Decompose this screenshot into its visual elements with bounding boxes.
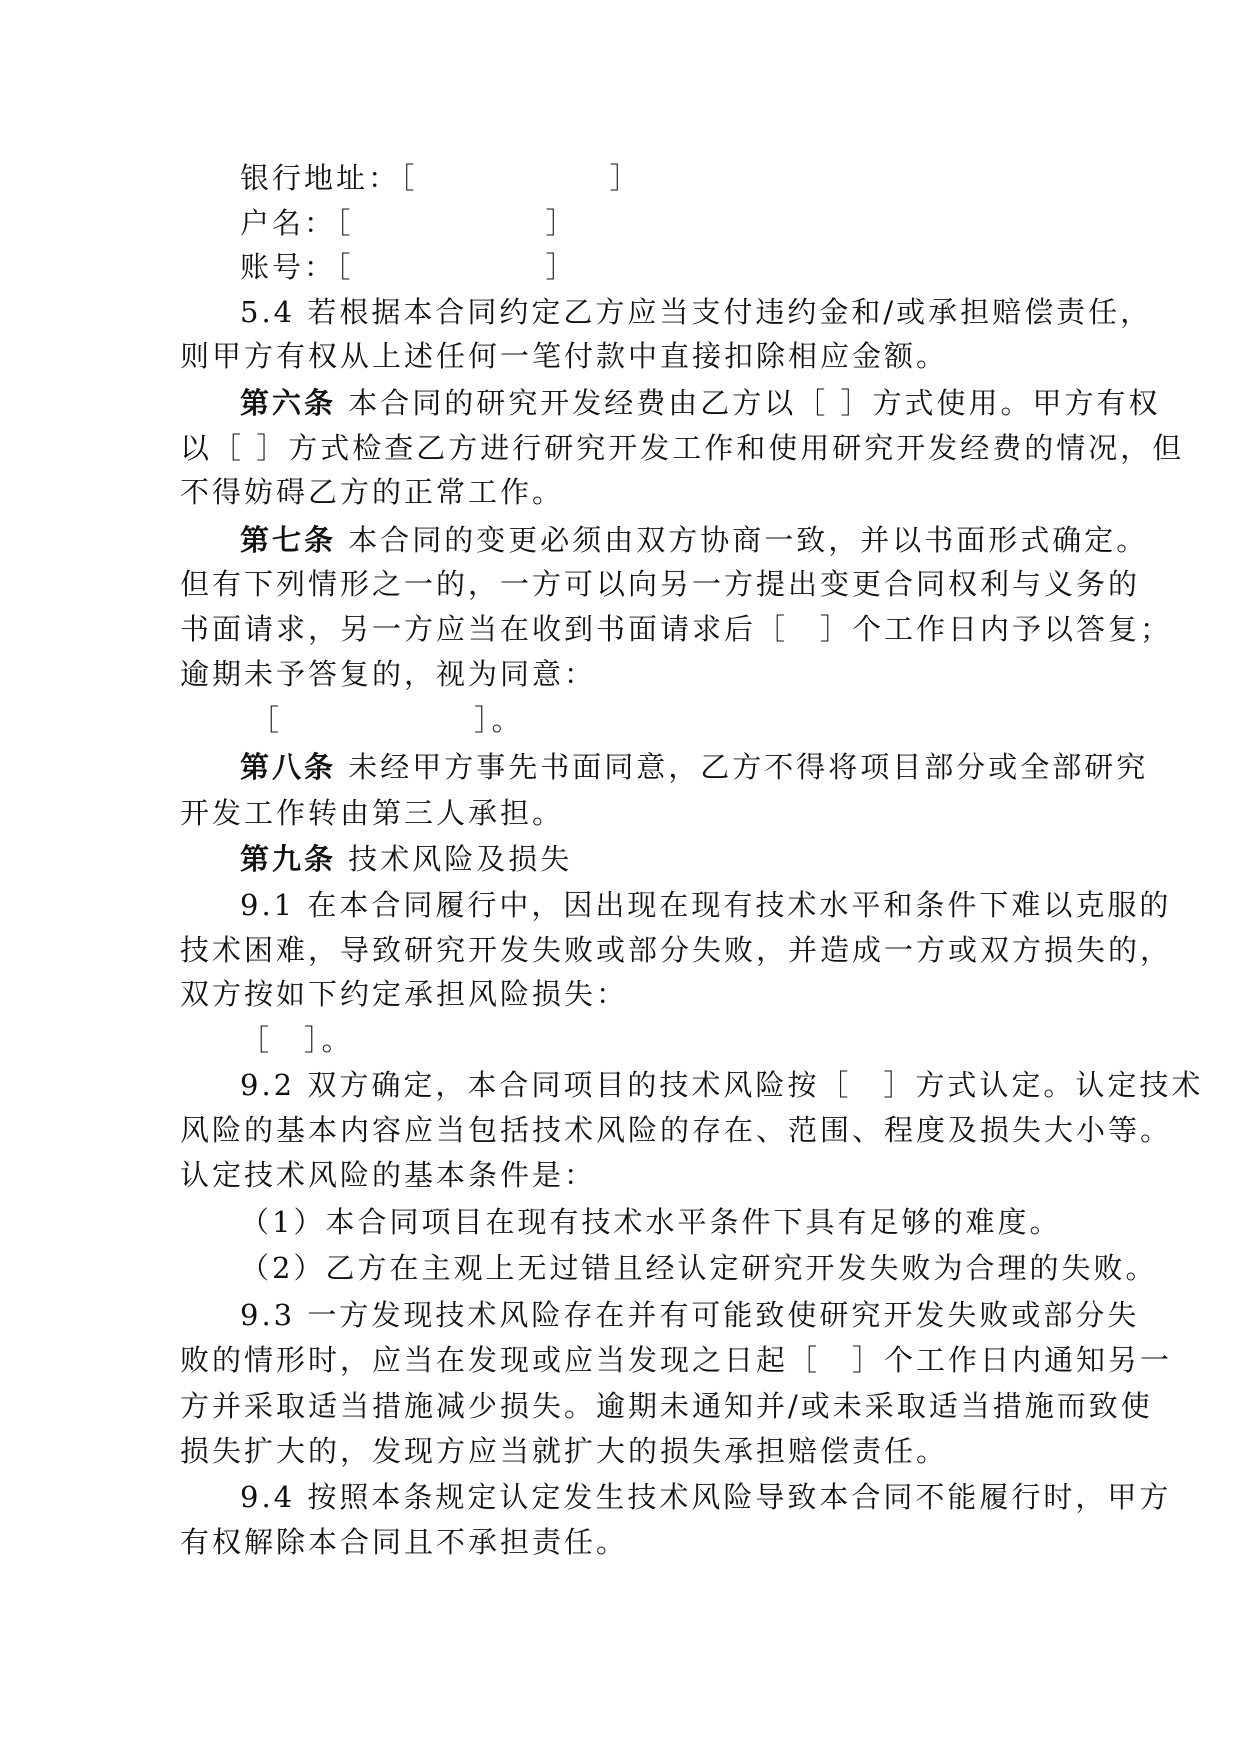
article-6-line-1: [240, 380, 1160, 426]
article-9-title-line: [240, 836, 572, 882]
clause-9-1-line-3: 双方按如下约定承担风险损失：: [180, 977, 629, 1011]
clause-9-4-line-2: 有权解除本合同且不承担责任。: [180, 1525, 629, 1559]
article-9-title: 技术风险及损失: [336, 842, 573, 876]
clause-9-3-line-2: 败的情形时，应当在发现或应当发现之日起［ ］个工作日内通知另一: [180, 1343, 1173, 1377]
clause-9-2-line-3: 认定技术风险的基本条件是：: [180, 1158, 597, 1192]
clause-5-4-line-2: 则甲方有权从上述任何一笔付款中直接扣除相应金额。: [180, 339, 949, 373]
clause-9-2-line-2: 风险的基本内容应当包括技术风险的存在、范围、程度及损失大小等。: [180, 1113, 1173, 1147]
clause-9-4-line-1: 9.4 按照本条规定认定发生技术风险导致本合同不能履行时，甲方: [240, 1480, 1172, 1514]
condition-2: （2）乙方在主观上无过错且经认定研究开发失败为合理的失败。: [240, 1251, 1158, 1285]
article-8-heading: 第八条: [240, 750, 337, 784]
article-7-line-1: [240, 517, 1148, 563]
clause-9-3-line-4: 损失扩大的，发现方应当就扩大的损失承担赔偿责任。: [180, 1434, 949, 1468]
article-8-text: 未经甲方事先书面同意，乙方不得将项目部分或全部研究: [336, 750, 1149, 784]
clause-9-3-line-3: 方并采取适当措施减少损失。逾期未通知并/或未采取适当措施而致使: [180, 1389, 1153, 1423]
article-6-heading: 第六条: [240, 386, 337, 420]
article-6-line-3: 不得妨碍乙方的正常工作。: [180, 475, 565, 509]
article-8-line-2: 开发工作转由第三人承担。: [180, 796, 565, 830]
article-7-blank: ［ ］。: [250, 703, 524, 737]
clause-9-1-blank: ［ ］。: [240, 1023, 354, 1057]
article-6-line-2: 以［ ］方式检查乙方进行研究开发工作和使用研究开发经费的情况，但: [180, 431, 1185, 465]
bank-address-line: 银行地址：［ ］: [240, 161, 642, 195]
article-9-heading: 第九条: [240, 842, 337, 876]
clause-9-1-line-2: 技术困难，导致研究开发失败或部分失败，并造成一方或双方损失的，: [180, 933, 1173, 967]
account-name-line: 户名：［ ］: [240, 206, 578, 240]
article-6-text: 本合同的研究开发经费由乙方以［ ］方式使用。甲方有权: [336, 386, 1161, 420]
article-7-heading: 第七条: [240, 523, 337, 557]
clause-5-4-line-1: 5.4 若根据本合同约定乙方应当支付违约金和/或承担赔偿责任，: [240, 295, 1153, 329]
article-7-line-4: 逾期未予答复的，视为同意：: [180, 657, 597, 691]
clause-9-1-line-1: 9.1 在本合同履行中，因出现在现有技术水平和条件下难以克服的: [240, 888, 1172, 922]
article-7-line-2: 但有下列情形之一的，一方可以向另一方提出变更合同权利与义务的: [180, 567, 1141, 601]
article-8-line-1: [240, 744, 1148, 790]
article-7-line-3: 书面请求，另一方应当在收到书面请求后［ ］个工作日内予以答复；: [180, 612, 1173, 646]
article-7-text: 本合同的变更必须由双方协商一致，并以书面形式确定。: [336, 523, 1149, 557]
account-number-line: 账号：［ ］: [240, 250, 578, 284]
condition-1: （1）本合同项目在现有技术水平条件下具有足够的难度。: [240, 1205, 1062, 1239]
clause-9-2-line-1: 9.2 双方确定，本合同项目的技术风险按［ ］方式认定。认定技术: [240, 1068, 1204, 1102]
clause-9-3-line-1: 9.3 一方发现技术风险存在并有可能致使研究开发失败或部分失: [240, 1298, 1140, 1332]
